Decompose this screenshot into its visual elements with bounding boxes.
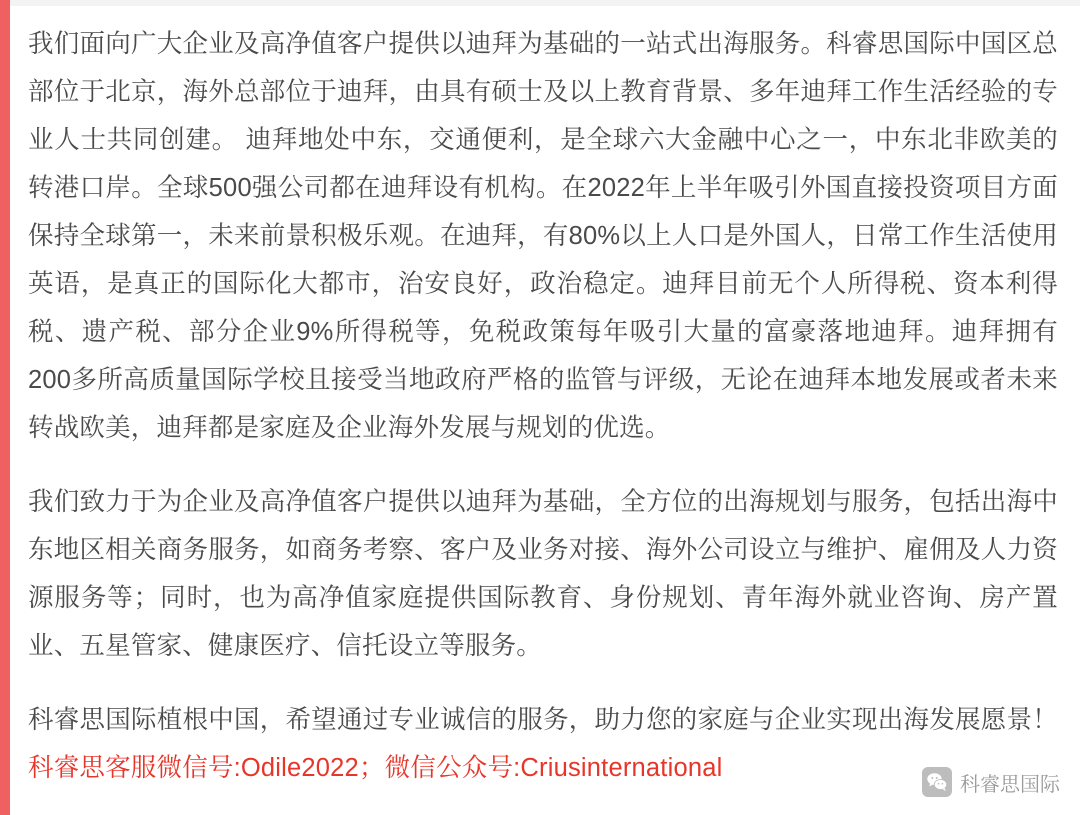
left-accent-bar [0,0,10,815]
article-body [28,20,1058,792]
closing-lead: 科睿思国际植根中国，希望通过专业诚信的服务，助力您的家庭与企业实现出海发展愿景！ [28,706,1058,734]
contact-info: 科睿思客服微信号:Odile2022；微信公众号:Criusinternational [28,754,723,782]
paragraph-2: 我们致力于为企业及高净值客户提供以迪拜为基础，全方位的出海规划与服务，包括出海中东地区相关商务服务，如商务考察、客户及业务对接、海外公司设立与维护、雇佣及人力资源服务等；同时，也为高净值家庭提供国际教育、身份规划、青年海外就业咨询、房产置业、五星管家、健康医疗、信托设立等服务。 [28,488,1058,660]
wechat-account-name: 科睿思国际 [960,773,1060,796]
paragraph-3 [28,696,1058,792]
paragraph-1: 我们面向广大企业及高净值客户提供以迪拜为基础的一站式出海服务。科睿思国际中国区总部位于北京，海外总部位于迪拜，由具有硕士及以上教育背景、多年迪拜工作生活经验的专业人士共同创建。 迪拜地处中东，交通便利，是全球六大金融中心之一，中东北非欧美的转港口岸。全球500强公司都在迪拜设有机构。在2022年上半年吸引外国直接投资项目方面保持全球第一，未来前景积极乐观。在迪拜，有80%以上人口是外国人，日常工作生活使用英语，是真正的国际化大都市，治安良好，政治稳定。迪拜目前无个人所得税、资本利得税、遗产税、部分企业9%所得税等，免税政策每年吸引大量的富豪落地迪拜。迪拜拥有200多所高质量国际学校且接受当地政府严格的监管与评级，无论在迪拜本地发展或者未来转战欧美，迪拜都是家庭及企业海外发展与规划的优选。 [28,30,1058,442]
wechat-account-badge[interactable] [916,763,1066,801]
top-divider [10,0,1080,6]
wechat-icon [922,767,952,797]
